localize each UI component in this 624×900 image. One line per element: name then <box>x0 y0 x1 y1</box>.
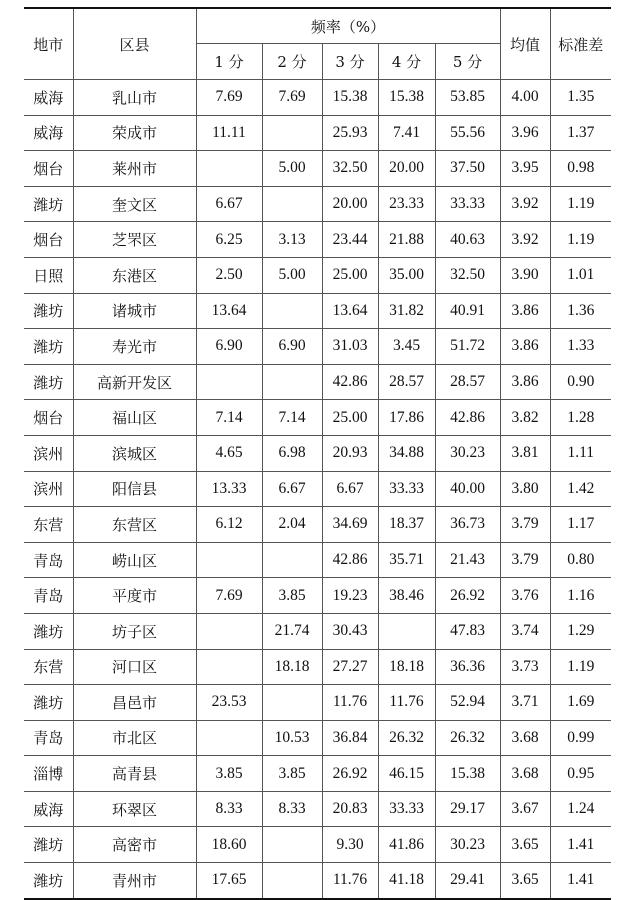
freq-5-cell: 52.94 <box>435 685 500 721</box>
county-cell: 奎文区 <box>73 186 196 222</box>
freq-2-cell: 3.85 <box>262 578 322 614</box>
freq-5-cell: 47.83 <box>435 613 500 649</box>
freq-2-cell: 7.14 <box>262 400 322 436</box>
county-cell: 昌邑市 <box>73 685 196 721</box>
freq-4-cell: 34.88 <box>378 435 435 471</box>
mean-cell: 3.90 <box>500 257 550 293</box>
freq-5-cell: 55.56 <box>435 115 500 151</box>
freq-4-cell: 35.00 <box>378 257 435 293</box>
freq-4-cell: 35.71 <box>378 542 435 578</box>
table-row <box>24 222 611 258</box>
freq-2-cell: 18.18 <box>262 649 322 685</box>
table-row <box>24 685 611 721</box>
freq-3-cell: 20.83 <box>322 791 378 827</box>
std-cell: 0.90 <box>550 364 611 400</box>
city-cell: 日照 <box>24 257 73 293</box>
freq-4-cell: 41.18 <box>378 863 435 899</box>
header-score-4: 4 分 <box>378 44 435 80</box>
std-cell: 0.80 <box>550 542 611 578</box>
freq-4-cell: 33.33 <box>378 471 435 507</box>
city-cell: 威海 <box>24 80 73 116</box>
header-frequency: 频率（%） <box>196 8 500 44</box>
freq-3-cell: 11.76 <box>322 685 378 721</box>
freq-1-cell: 7.69 <box>196 80 262 116</box>
freq-1-cell: 11.11 <box>196 115 262 151</box>
freq-5-cell: 30.23 <box>435 827 500 863</box>
freq-5-cell: 36.36 <box>435 649 500 685</box>
freq-5-cell: 26.92 <box>435 578 500 614</box>
table-row <box>24 80 611 116</box>
header-std: 标准差 <box>550 8 611 80</box>
freq-3-cell: 34.69 <box>322 507 378 543</box>
std-cell: 1.69 <box>550 685 611 721</box>
freq-1-cell: 6.90 <box>196 329 262 365</box>
freq-1-cell: 2.50 <box>196 257 262 293</box>
freq-1-cell: 7.14 <box>196 400 262 436</box>
freq-5-cell: 28.57 <box>435 364 500 400</box>
city-cell: 青岛 <box>24 578 73 614</box>
freq-1-cell: 7.69 <box>196 578 262 614</box>
freq-2-cell: 21.74 <box>262 613 322 649</box>
table-row <box>24 151 611 187</box>
freq-4-cell <box>378 613 435 649</box>
table-row <box>24 507 611 543</box>
county-cell: 平度市 <box>73 578 196 614</box>
city-cell: 东营 <box>24 507 73 543</box>
freq-3-cell: 31.03 <box>322 329 378 365</box>
mean-cell: 3.73 <box>500 649 550 685</box>
freq-3-cell: 25.93 <box>322 115 378 151</box>
freq-4-cell: 31.82 <box>378 293 435 329</box>
freq-5-cell: 42.86 <box>435 400 500 436</box>
freq-1-cell <box>196 613 262 649</box>
header-county: 区县 <box>73 8 196 80</box>
header-score-5: 5 分 <box>435 44 500 80</box>
freq-4-cell: 26.32 <box>378 720 435 756</box>
freq-3-cell: 23.44 <box>322 222 378 258</box>
city-cell: 滨州 <box>24 471 73 507</box>
mean-cell: 3.74 <box>500 613 550 649</box>
freq-5-cell: 40.91 <box>435 293 500 329</box>
freq-2-cell <box>262 542 322 578</box>
freq-2-cell: 3.85 <box>262 756 322 792</box>
county-cell: 芝罘区 <box>73 222 196 258</box>
std-cell: 1.16 <box>550 578 611 614</box>
freq-1-cell: 23.53 <box>196 685 262 721</box>
table-row <box>24 293 611 329</box>
freq-5-cell: 26.32 <box>435 720 500 756</box>
freq-3-cell: 42.86 <box>322 364 378 400</box>
freq-4-cell: 17.86 <box>378 400 435 436</box>
std-cell: 1.19 <box>550 186 611 222</box>
freq-3-cell: 26.92 <box>322 756 378 792</box>
table-row <box>24 827 611 863</box>
city-cell: 烟台 <box>24 151 73 187</box>
mean-cell: 3.92 <box>500 186 550 222</box>
header-city: 地市 <box>33 35 64 54</box>
mean-cell: 3.67 <box>500 791 550 827</box>
header-score-3: 3 分 <box>322 44 378 80</box>
freq-1-cell <box>196 649 262 685</box>
header-score-2: 2 分 <box>262 44 322 80</box>
freq-1-cell: 6.12 <box>196 507 262 543</box>
county-cell: 东营区 <box>73 507 196 543</box>
city-cell: 烟台 <box>24 400 73 436</box>
table-row <box>24 400 611 436</box>
freq-5-cell: 32.50 <box>435 257 500 293</box>
county-cell: 阳信县 <box>73 471 196 507</box>
freq-2-cell <box>262 293 322 329</box>
std-cell: 1.17 <box>550 507 611 543</box>
mean-cell: 3.82 <box>500 400 550 436</box>
county-cell: 高青县 <box>73 756 196 792</box>
table-row <box>24 720 611 756</box>
freq-3-cell: 6.67 <box>322 471 378 507</box>
county-cell: 荣成市 <box>73 115 196 151</box>
freq-1-cell: 4.65 <box>196 435 262 471</box>
freq-5-cell: 37.50 <box>435 151 500 187</box>
freq-3-cell: 25.00 <box>322 400 378 436</box>
freq-5-cell: 15.38 <box>435 756 500 792</box>
county-cell: 河口区 <box>73 649 196 685</box>
county-cell: 东港区 <box>73 257 196 293</box>
county-cell: 乳山市 <box>73 80 196 116</box>
freq-1-cell: 18.60 <box>196 827 262 863</box>
freq-3-cell: 27.27 <box>322 649 378 685</box>
freq-4-cell: 11.76 <box>378 685 435 721</box>
table-row <box>24 364 611 400</box>
freq-3-cell: 19.23 <box>322 578 378 614</box>
freq-2-cell: 5.00 <box>262 151 322 187</box>
freq-1-cell: 13.64 <box>196 293 262 329</box>
freq-3-cell: 20.93 <box>322 435 378 471</box>
freq-4-cell: 46.15 <box>378 756 435 792</box>
mean-cell: 3.86 <box>500 293 550 329</box>
freq-3-cell: 9.30 <box>322 827 378 863</box>
mean-cell: 3.65 <box>500 827 550 863</box>
table-row <box>24 578 611 614</box>
mean-cell: 3.76 <box>500 578 550 614</box>
freq-2-cell <box>262 827 322 863</box>
freq-3-cell: 30.43 <box>322 613 378 649</box>
freq-2-cell <box>262 685 322 721</box>
county-cell: 高新开发区 <box>73 364 196 400</box>
city-cell: 威海 <box>24 791 73 827</box>
mean-cell: 3.80 <box>500 471 550 507</box>
table-row <box>24 863 611 899</box>
county-cell: 寿光市 <box>73 329 196 365</box>
freq-1-cell <box>196 364 262 400</box>
mean-cell: 3.71 <box>500 685 550 721</box>
mean-cell: 3.86 <box>500 364 550 400</box>
freq-4-cell: 20.00 <box>378 151 435 187</box>
table-row <box>24 435 611 471</box>
freq-4-cell: 23.33 <box>378 186 435 222</box>
freq-5-cell: 53.85 <box>435 80 500 116</box>
freq-1-cell <box>196 720 262 756</box>
freq-2-cell: 3.13 <box>262 222 322 258</box>
table-row <box>24 613 611 649</box>
freq-2-cell: 5.00 <box>262 257 322 293</box>
freq-2-cell: 2.04 <box>262 507 322 543</box>
city-cell: 东营 <box>24 649 73 685</box>
freq-4-cell: 21.88 <box>378 222 435 258</box>
mean-cell: 3.65 <box>500 863 550 899</box>
freq-2-cell: 8.33 <box>262 791 322 827</box>
freq-2-cell: 10.53 <box>262 720 322 756</box>
freq-2-cell: 6.98 <box>262 435 322 471</box>
county-cell: 崂山区 <box>73 542 196 578</box>
table-body <box>24 80 611 899</box>
freq-3-cell: 20.00 <box>322 186 378 222</box>
mean-cell: 3.95 <box>500 151 550 187</box>
std-cell: 1.33 <box>550 329 611 365</box>
mean-cell: 3.79 <box>500 507 550 543</box>
freq-1-cell: 8.33 <box>196 791 262 827</box>
freq-1-cell <box>196 151 262 187</box>
county-cell: 福山区 <box>73 400 196 436</box>
county-cell: 莱州市 <box>73 151 196 187</box>
frequency-table <box>24 7 611 900</box>
header-mean: 均值 <box>500 8 550 80</box>
std-cell: 1.42 <box>550 471 611 507</box>
table-row <box>24 471 611 507</box>
freq-1-cell: 6.25 <box>196 222 262 258</box>
freq-3-cell: 11.76 <box>322 863 378 899</box>
freq-4-cell: 7.41 <box>378 115 435 151</box>
freq-4-cell: 28.57 <box>378 364 435 400</box>
county-cell: 高密市 <box>73 827 196 863</box>
city-cell: 潍坊 <box>24 613 73 649</box>
std-cell: 1.35 <box>550 80 611 116</box>
std-cell: 1.19 <box>550 222 611 258</box>
table-row <box>24 257 611 293</box>
freq-5-cell: 29.17 <box>435 791 500 827</box>
table-row <box>24 791 611 827</box>
table-row <box>24 115 611 151</box>
city-cell: 潍坊 <box>24 186 73 222</box>
freq-1-cell: 3.85 <box>196 756 262 792</box>
std-cell: 0.95 <box>550 756 611 792</box>
std-cell: 1.29 <box>550 613 611 649</box>
std-cell: 1.28 <box>550 400 611 436</box>
header-score-1: 1 分 <box>196 44 262 80</box>
freq-2-cell <box>262 115 322 151</box>
county-cell: 诸城市 <box>73 293 196 329</box>
freq-5-cell: 36.73 <box>435 507 500 543</box>
std-cell: 0.98 <box>550 151 611 187</box>
county-cell: 环翠区 <box>73 791 196 827</box>
freq-2-cell <box>262 364 322 400</box>
city-cell: 潍坊 <box>24 329 73 365</box>
std-cell: 1.01 <box>550 257 611 293</box>
freq-1-cell: 6.67 <box>196 186 262 222</box>
freq-2-cell: 6.90 <box>262 329 322 365</box>
freq-5-cell: 40.63 <box>435 222 500 258</box>
mean-cell: 3.68 <box>500 720 550 756</box>
freq-3-cell: 32.50 <box>322 151 378 187</box>
freq-2-cell <box>262 863 322 899</box>
table-header <box>24 8 611 80</box>
freq-5-cell: 33.33 <box>435 186 500 222</box>
city-cell: 威海 <box>24 115 73 151</box>
freq-1-cell: 17.65 <box>196 863 262 899</box>
freq-1-cell: 13.33 <box>196 471 262 507</box>
freq-5-cell: 30.23 <box>435 435 500 471</box>
freq-3-cell: 25.00 <box>322 257 378 293</box>
county-cell: 青州市 <box>73 863 196 899</box>
freq-5-cell: 29.41 <box>435 863 500 899</box>
std-cell: 1.19 <box>550 649 611 685</box>
freq-2-cell: 6.67 <box>262 471 322 507</box>
freq-3-cell: 15.38 <box>322 80 378 116</box>
mean-cell: 3.96 <box>500 115 550 151</box>
mean-cell: 3.68 <box>500 756 550 792</box>
freq-4-cell: 15.38 <box>378 80 435 116</box>
freq-3-cell: 42.86 <box>322 542 378 578</box>
freq-2-cell: 7.69 <box>262 80 322 116</box>
freq-4-cell: 33.33 <box>378 791 435 827</box>
city-cell: 青岛 <box>24 720 73 756</box>
freq-4-cell: 41.86 <box>378 827 435 863</box>
mean-cell: 3.92 <box>500 222 550 258</box>
freq-2-cell <box>262 186 322 222</box>
freq-4-cell: 3.45 <box>378 329 435 365</box>
freq-3-cell: 36.84 <box>322 720 378 756</box>
city-cell: 潍坊 <box>24 863 73 899</box>
table-row <box>24 542 611 578</box>
county-cell: 市北区 <box>73 720 196 756</box>
city-cell: 滨州 <box>24 435 73 471</box>
city-cell: 青岛 <box>24 542 73 578</box>
freq-4-cell: 18.18 <box>378 649 435 685</box>
table-row <box>24 186 611 222</box>
std-cell: 1.11 <box>550 435 611 471</box>
freq-5-cell: 21.43 <box>435 542 500 578</box>
freq-5-cell: 40.00 <box>435 471 500 507</box>
freq-3-cell: 13.64 <box>322 293 378 329</box>
city-cell: 烟台 <box>24 222 73 258</box>
city-cell: 潍坊 <box>24 364 73 400</box>
mean-cell: 3.79 <box>500 542 550 578</box>
freq-4-cell: 38.46 <box>378 578 435 614</box>
table-row <box>24 756 611 792</box>
county-cell: 滨城区 <box>73 435 196 471</box>
std-cell: 1.41 <box>550 863 611 899</box>
table-row <box>24 649 611 685</box>
std-cell: 1.24 <box>550 791 611 827</box>
county-cell: 坊子区 <box>73 613 196 649</box>
freq-1-cell <box>196 542 262 578</box>
std-cell: 1.37 <box>550 115 611 151</box>
mean-cell: 3.86 <box>500 329 550 365</box>
city-cell: 潍坊 <box>24 685 73 721</box>
std-cell: 0.99 <box>550 720 611 756</box>
city-cell: 淄博 <box>24 756 73 792</box>
city-cell: 潍坊 <box>24 827 73 863</box>
city-cell: 潍坊 <box>24 293 73 329</box>
mean-cell: 4.00 <box>500 80 550 116</box>
mean-cell: 3.81 <box>500 435 550 471</box>
std-cell: 1.41 <box>550 827 611 863</box>
std-cell: 1.36 <box>550 293 611 329</box>
table-row <box>24 329 611 365</box>
freq-4-cell: 18.37 <box>378 507 435 543</box>
freq-5-cell: 51.72 <box>435 329 500 365</box>
